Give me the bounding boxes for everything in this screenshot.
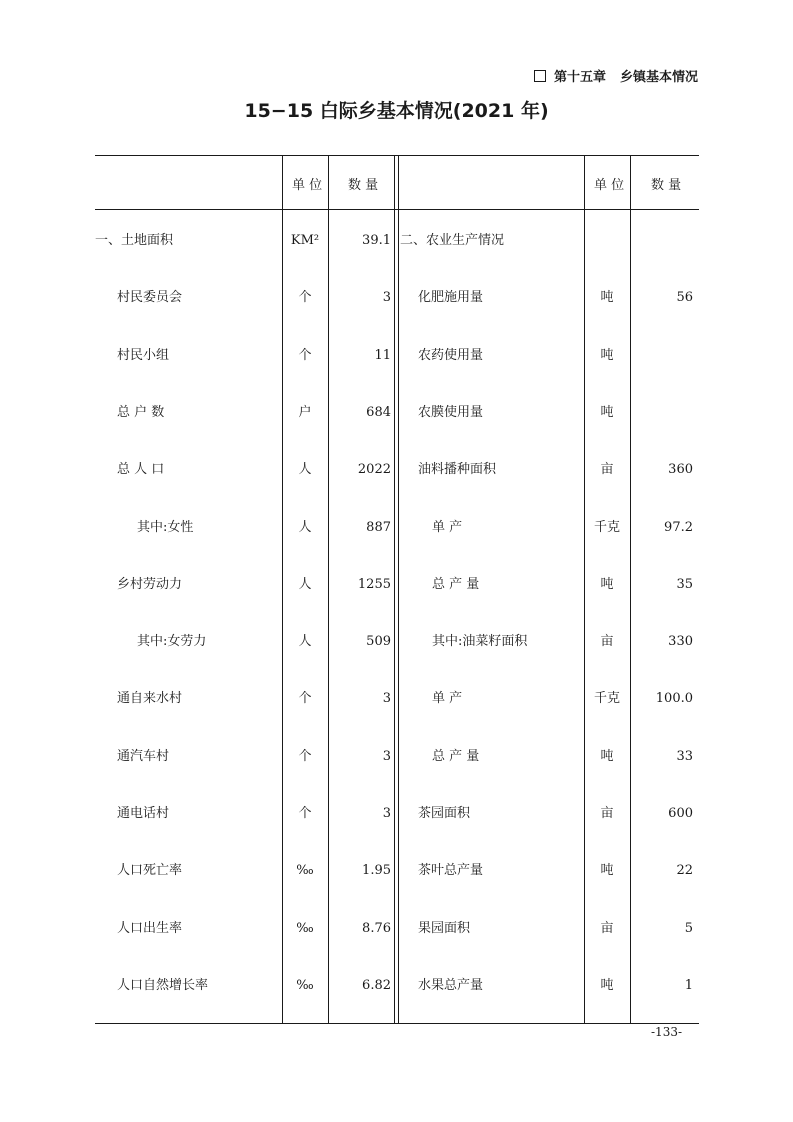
page-number: -133-: [651, 1025, 683, 1039]
row-value: 1.95: [362, 863, 391, 879]
row-label: 化肥施用量: [418, 290, 484, 306]
row-label: 总 产 量: [432, 748, 480, 764]
row-value: 330: [668, 634, 693, 650]
row-value: 509: [366, 634, 391, 650]
row-value: 5: [684, 920, 693, 936]
row-unit: 人: [298, 519, 312, 535]
row-label: 人口自然增长率: [117, 977, 209, 993]
column-divider: [328, 155, 329, 1024]
row-value: 360: [668, 462, 693, 478]
square-icon: [534, 70, 546, 82]
row-unit: 个: [298, 347, 312, 363]
row-label: 总 产 量: [432, 576, 480, 592]
row-label: 农药使用量: [418, 347, 484, 363]
row-label: 其中:女劳力: [137, 634, 207, 650]
row-label: 果园面积: [418, 920, 471, 936]
row-label: 油料播种面积: [418, 462, 497, 478]
row-label: 总 户 数: [117, 404, 165, 420]
row-unit: 亩: [600, 462, 614, 478]
running-head: [534, 66, 698, 85]
row-label: 村民小组: [117, 347, 170, 363]
row-unit: 个: [298, 748, 312, 764]
header-quantity-right: 数 量: [651, 178, 682, 193]
column-divider: [282, 155, 283, 1024]
row-label: 其中:女性: [137, 519, 194, 535]
row-unit: 千克: [593, 519, 620, 535]
row-value: 8.76: [362, 920, 391, 936]
row-label: 二、农业生产情况: [400, 233, 505, 248]
header-unit-left: 单 位: [292, 178, 323, 193]
row-value: 22: [676, 863, 693, 879]
row-value: 3: [382, 748, 391, 764]
row-label: 村民委员会: [117, 290, 183, 306]
row-label: 总 人 口: [117, 462, 165, 478]
row-value: 684: [366, 404, 391, 420]
row-unit: KM²: [290, 233, 320, 248]
row-unit: 吨: [600, 863, 614, 879]
row-unit: ‰: [296, 977, 314, 993]
row-unit: 吨: [600, 404, 614, 420]
column-divider: [398, 155, 399, 1024]
row-value: 6.82: [362, 977, 391, 993]
row-unit: 户: [298, 404, 312, 420]
row-unit: ‰: [296, 863, 314, 879]
row-value: 39.1: [362, 233, 391, 248]
table-top-rule: [95, 155, 699, 156]
row-label: 单 产: [432, 519, 463, 535]
row-unit: 个: [298, 290, 312, 306]
column-divider: [394, 155, 395, 1024]
row-unit: 人: [298, 634, 312, 650]
row-label: 通汽车村: [117, 748, 170, 764]
header-quantity-left: 数 量: [348, 178, 379, 193]
row-unit: 人: [298, 462, 312, 478]
row-label: 乡村劳动力: [117, 576, 183, 592]
column-divider: [584, 155, 585, 1024]
row-value: 1: [684, 977, 693, 993]
row-label: 人口出生率: [117, 920, 183, 936]
row-label: 茶叶总产量: [418, 863, 484, 879]
page-title: 15−15 白际乡基本情况(2021 年): [244, 100, 549, 122]
row-unit: 亩: [600, 634, 614, 650]
row-unit: 吨: [600, 576, 614, 592]
row-label: 通自来水村: [117, 691, 183, 707]
row-value: 56: [676, 290, 693, 306]
row-value: 97.2: [664, 519, 693, 535]
row-unit: 吨: [600, 290, 614, 306]
row-value: 100.0: [655, 691, 693, 707]
data-table: [95, 155, 699, 1025]
row-unit: 个: [298, 806, 312, 821]
row-value: 2022: [357, 462, 391, 478]
section-label: 乡镇基本情况: [619, 70, 698, 85]
row-value: 11: [374, 347, 391, 363]
row-unit: 吨: [600, 977, 614, 993]
column-divider: [630, 155, 631, 1024]
header-unit-right: 单 位: [594, 178, 625, 193]
row-unit: 个: [298, 691, 312, 707]
row-value: 1255: [357, 576, 391, 592]
row-unit: 吨: [600, 748, 614, 764]
table-bottom-rule: [95, 1023, 699, 1024]
row-label: 单 产: [432, 691, 463, 707]
row-value: 3: [382, 290, 391, 306]
row-label: 其中:油菜籽面积: [432, 634, 528, 650]
row-label: 水果总产量: [418, 977, 484, 993]
table-header-rule: [95, 209, 699, 210]
row-label: 通电话村: [117, 806, 170, 821]
row-value: 600: [668, 806, 693, 821]
row-value: 3: [382, 691, 391, 707]
chapter-label: 第十五章: [553, 70, 606, 85]
row-value: 35: [676, 576, 693, 592]
row-label: 一、土地面积: [95, 233, 174, 248]
row-label: 茶园面积: [418, 806, 471, 821]
row-unit: 亩: [600, 806, 614, 821]
row-unit: 千克: [593, 691, 620, 707]
row-value: 3: [382, 806, 391, 821]
row-unit: ‰: [296, 920, 314, 936]
row-value: 887: [366, 519, 391, 535]
row-unit: 吨: [600, 347, 614, 363]
row-unit: 亩: [600, 920, 614, 936]
row-label: 人口死亡率: [117, 863, 183, 879]
row-unit: 人: [298, 576, 312, 592]
row-value: 33: [676, 748, 693, 764]
row-label: 农膜使用量: [418, 404, 484, 420]
